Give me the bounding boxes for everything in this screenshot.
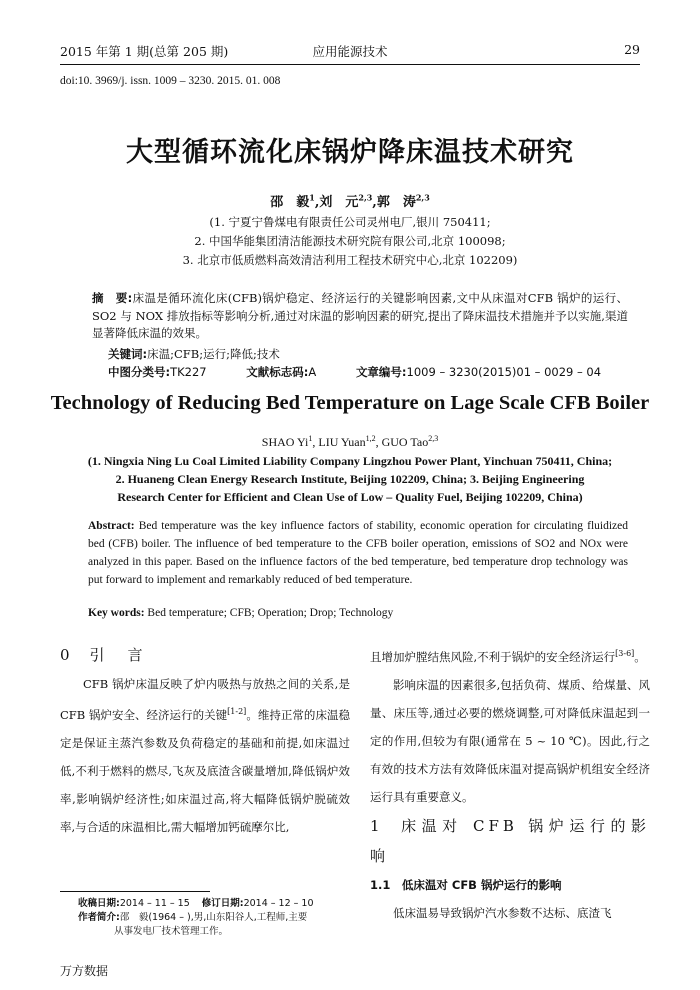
- keywords-label: Key words:: [88, 607, 145, 619]
- title-chinese: 大型循环流化床锅炉降床温技术研究: [126, 137, 574, 168]
- body-column-left: [60, 640, 350, 841]
- abstract-chinese: [92, 290, 628, 343]
- affiliations-chinese: [0, 213, 700, 270]
- keywords-chinese: [108, 346, 280, 362]
- article-number-label: 文章编号:: [355, 365, 407, 379]
- doc-code-label: 文献标志码:: [246, 365, 309, 379]
- author-name: GUO Tao: [381, 435, 429, 449]
- author-name: LIU Yuan: [318, 435, 366, 449]
- author-bio: 邵 毅(1964 – ),男,山东阳谷人,工程师,主要: [119, 912, 308, 923]
- affiliation-line: 2. Huaneng Clean Energy Research Institute, Beijing 102209, China; 3. Beijing Engineering: [115, 472, 585, 486]
- paragraph: 且增加炉膛结焦风险,不利于锅炉的安全经济运行[3-6]。: [370, 649, 646, 664]
- abstract-english: [88, 517, 628, 589]
- paragraph: CFB 锅炉床温反映了炉内吸热与放热之间的关系,是 CFB 锅炉安全、经济运行的关键[1-2]。维持正常的床温稳定是保证主蒸汽参数及负荷稳定的基础和前提,如床温过低,不利于燃料的燃尽,飞灰及底渣含碳量增加,降低锅炉效率,影响锅炉经济性;如床温过高,将大幅降低锅炉脱硫效率,与合适的床温相比,需大幅增加钙硫摩尔比,: [60, 677, 350, 834]
- affiliation-line: (1. 宁夏宁鲁煤电有限责任公司灵州电厂,银川 750411;: [209, 215, 491, 229]
- paragraph: 低床温易导致锅炉汽水参数不达标、底渣飞: [393, 905, 612, 920]
- doc-code-value: A: [308, 365, 317, 379]
- author-affiliation-mark: 1: [308, 434, 313, 443]
- affiliation-line: Research Center for Efficient and Clean Use of Low – Quality Fuel, Beijing 102209, China): [117, 490, 583, 504]
- authors-english: SHAO Yi$^1$, LIU Yuan$^{1,2}$, GUO Tao$^{2,3}$: [261, 434, 439, 449]
- subsection-heading: 1.1 低床温对 CFB 锅炉运行的影响: [370, 877, 562, 892]
- affiliation-line: (1. Ningxia Ning Lu Coal Limited Liability Company Lingzhou Power Plant, Yinchuan 750411, China;: [87, 454, 613, 468]
- revised-label: 修订日期:: [201, 898, 244, 909]
- citation[interactable]: [3-6]: [615, 649, 635, 658]
- abstract-label: 摘 要:: [92, 291, 133, 305]
- author-affiliation-mark: 2,3: [428, 434, 439, 443]
- author-affiliation-mark: 2,3: [358, 192, 373, 203]
- classification-line: [108, 364, 637, 380]
- title-english: Technology of Reducing Bed Temperature on Lage Scale CFB Boiler: [50, 392, 650, 414]
- affiliations-english: [30, 452, 670, 506]
- running-header: [60, 42, 640, 60]
- abstract-label: Abstract:: [88, 520, 135, 532]
- page-number: 29: [624, 42, 640, 57]
- author-name: 邵 毅: [270, 195, 310, 210]
- paragraph: 影响床温的因素很多,包括负荷、煤质、给煤量、风量、床压等,通过必要的燃烧调整,可对降低床温起到一定的作用,但较为有限(通常在 5 ~ 10 ℃)。因此,行之有效的技术方法有效降低床温对提高锅炉机组安全经济运行具有重要意义。: [370, 677, 650, 804]
- footnote: [78, 897, 314, 939]
- author-bio-continued: 从事发电厂技术管理工作。: [114, 926, 229, 937]
- header-rule: [60, 64, 640, 65]
- section-number: 0: [60, 646, 74, 664]
- clc-value: TK227: [170, 365, 207, 379]
- section-title: 引 言: [89, 646, 147, 664]
- authors-chinese: 邵 毅$^1$,刘 元$^{2,3}$,郭 涛$^{2,3}$: [270, 192, 430, 210]
- affiliation-line: 2. 中国华能集团清洁能源技术研究院有限公司,北京 100098;: [194, 234, 506, 248]
- keywords-text: Bed temperature; CFB; Operation; Drop; Technology: [147, 607, 394, 619]
- body-column-right: [370, 640, 650, 927]
- watermark: 万方数据: [60, 964, 109, 978]
- author-name: 刘 元: [319, 195, 359, 210]
- keywords-label: 关键词:: [108, 347, 148, 361]
- section-heading: [60, 640, 350, 670]
- keywords-english: [88, 607, 393, 619]
- author-name: 郭 涛: [376, 195, 416, 210]
- citation[interactable]: [1-2]: [227, 707, 247, 716]
- clc-label: 中图分类号:: [108, 365, 171, 379]
- section-title: 床温对 CFB 锅炉运行的影响: [370, 816, 650, 865]
- author-name: SHAO Yi: [261, 435, 309, 449]
- article-number-value: 1009 – 3230(2015)01 – 0029 – 04: [406, 365, 602, 379]
- author-affiliation-mark: 1: [309, 192, 315, 203]
- section-heading: [370, 811, 650, 871]
- received-date: 2014 – 11 – 15: [119, 898, 190, 909]
- affiliation-line: 3. 北京市低质燃料高效清洁利用工程技术研究中心,北京 102209): [182, 253, 518, 267]
- keywords-text: 床温;CFB;运行;降低;技术: [147, 347, 280, 361]
- abstract-text: Bed temperature was the key influence factors of stability, economic operation for circulating fluidized bed (CFB) boiler. The influence of bed temperature to the CFB boiler operation, emissions of SO2 and NOx were analyzed in this paper. Based on the influence factors of the bed temperature, bed temperature drop technology was put forward to implement and remarkably reduced of bed temperature.: [88, 520, 628, 586]
- doi[interactable]: doi:10. 3969/j. issn. 1009 – 3230. 2015. 01. 008: [60, 75, 281, 87]
- abstract-text: 床温是循环流化床(CFB)锅炉稳定、经济运行的关键影响因素,文中从床温对CFB 锅炉的运行、SO2 与 NOX 排放指标等影响分析,通过对床温的影响因素的研究,提出了降床温技术措施并予以实施,渠道显著降低床温的效果。: [92, 291, 628, 340]
- author-affiliation-mark: 1,2: [365, 434, 376, 443]
- footnote-rule: [60, 891, 210, 892]
- received-label: 收稿日期:: [78, 898, 120, 909]
- revised-date: 2014 – 12 – 10: [243, 898, 314, 909]
- author-affiliation-mark: 2,3: [415, 192, 430, 203]
- author-bio-label: 作者简介:: [78, 912, 120, 923]
- issue-info: 2015 年第 1 期(总第 205 期): [60, 44, 229, 59]
- section-number: 1: [370, 816, 384, 835]
- journal-name: 应用能源技术: [312, 44, 388, 59]
